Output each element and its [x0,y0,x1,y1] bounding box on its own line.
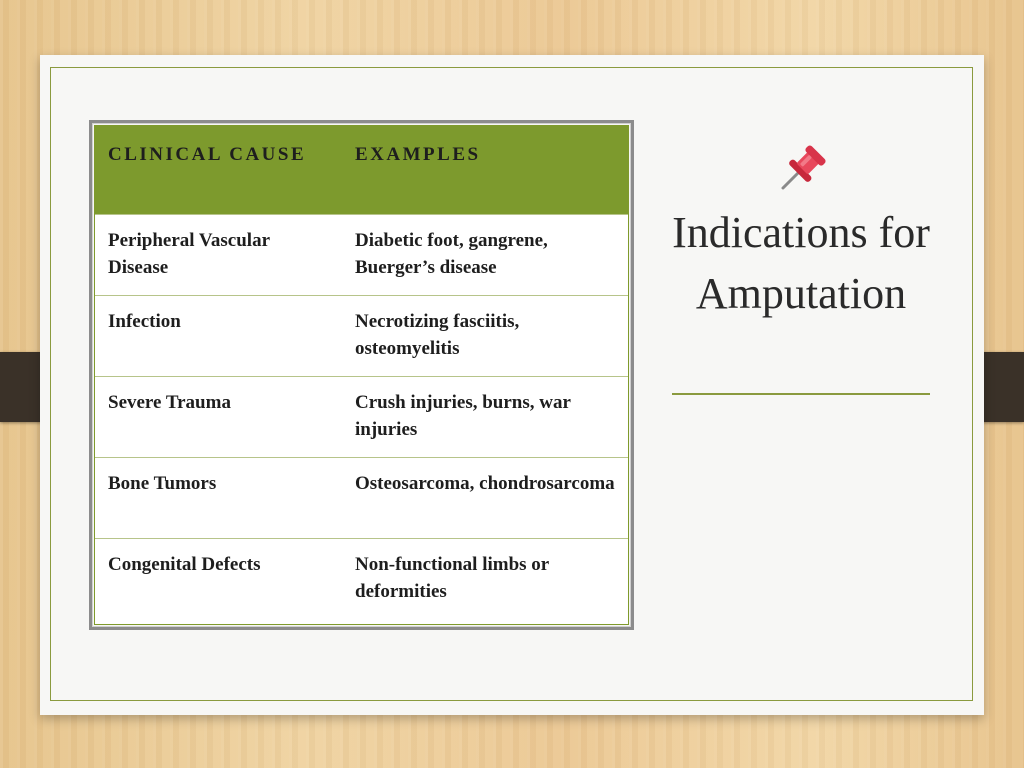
row-cause: Peripheral Vascular Disease [108,230,270,278]
row-cause: Severe Trauma [108,392,231,413]
row-cause: Infection [108,311,181,332]
row-cause: Congenital Defects [108,554,261,575]
row-examples: Non-functional limbs or deformities [355,554,549,602]
indications-table [89,120,634,630]
table-row [95,295,628,376]
row-cause: Bone Tumors [108,473,217,494]
header-clinical-cause: CLINICAL CAUSE [108,144,307,165]
table-row [95,457,628,538]
header-examples: EXAMPLES [355,144,481,165]
table-header [95,126,628,214]
table-row [95,214,628,295]
table-inner [94,125,629,625]
title-block [670,140,932,324]
table-row [95,376,628,457]
row-examples: Osteosarcoma, chondrosarcoma [355,473,615,494]
slide-card [40,55,984,715]
row-examples: Crush injuries, burns, war injuries [355,392,571,440]
slide-title: Indications for Amputation [672,208,930,318]
row-examples: Necrotizing fasciitis, osteomyelitis [355,311,520,359]
title-underline [672,393,930,395]
row-examples: Diabetic foot, gangrene, Buerger’s disease [355,230,548,278]
table-row [95,538,628,619]
pushpin-icon [771,140,831,200]
